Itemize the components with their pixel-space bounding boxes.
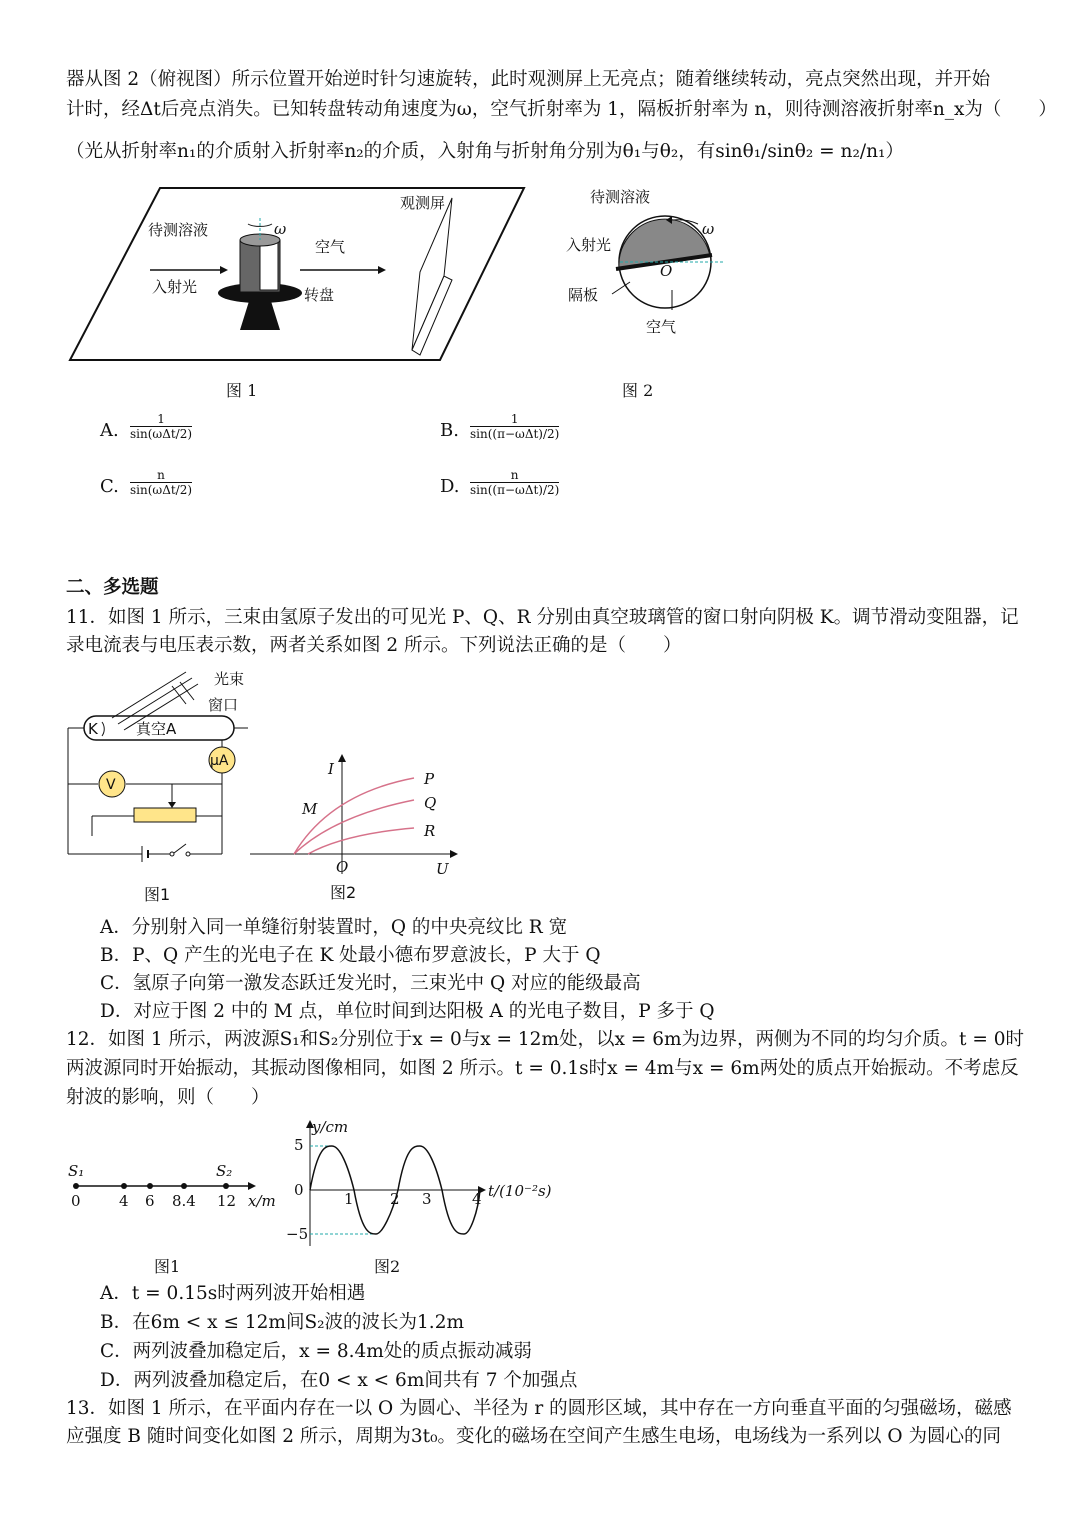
q10-fig2-omega: ω [702, 220, 715, 238]
q10-fig2-plate-label: 隔板 [568, 286, 599, 304]
q11-line-2: 录电流表与电压表示数，两者关系如图 2 所示。下列说法正确的是（ ） [66, 635, 682, 656]
q11-line-1: 11．如图 1 所示，三束由氢原子发出的可见光 P、Q、R 分别由真空玻璃管的窗口射向阴极 K。调节滑动变阻器，记 [66, 607, 1019, 628]
q12-line-3: 射波的影响，则（ ） [66, 1087, 270, 1108]
q10-option-a-label: A. [100, 420, 119, 441]
q12-fig2-y-0: 0 [294, 1181, 304, 1199]
q10-option-b: 1 sin((π−ωΔt)/2) [470, 412, 560, 441]
q11-figure-2 [250, 754, 470, 884]
q10-fig1-incident-label: 入射光 [152, 278, 198, 296]
q12-fig2-y-label: y/cm [312, 1118, 349, 1136]
q11-option-a: A．分别射入同一单缝衍射装置时，Q 的中央亮纹比 R 宽 [100, 917, 568, 938]
q12-figure-1 [60, 1154, 290, 1214]
q11-fig2-O: O [336, 858, 349, 876]
q11-fig1-window-label: 窗口 [208, 696, 239, 714]
q12-option-a: A．t = 0.15s时两列波开始相遇 [100, 1283, 366, 1304]
q12-fig1-axis: x/m [248, 1192, 276, 1210]
q12-fig1-tick-8-4: 8.4 [172, 1192, 196, 1210]
q13-line-1: 13．如图 1 所示，在平面内存在一以 O 为圆心、半径为 r 的圆形区域，其中存在一方向垂直平面的匀强磁场，磁感 [66, 1398, 1012, 1419]
q10-fig2-incident-label: 入射光 [566, 236, 612, 254]
q11-fig1-K: K [88, 720, 98, 738]
q11-option-b: B．P、Q 产生的光电子在 K 处最小德布罗意波长，P 大于 Q [100, 945, 601, 966]
q10-fig1-screen-label: 观测屏 [400, 194, 446, 212]
q11-fig2-U: U [436, 860, 449, 878]
q10-fig1-omega: ω [274, 220, 287, 238]
q12-fig1-caption: 图1 [154, 1257, 181, 1276]
q11-fig2-P: P [424, 770, 435, 788]
q11-fig1-vacuum: 真空A [136, 720, 177, 738]
q11-fig1-uA: μA [210, 753, 229, 769]
q10-fig2-caption: 图 2 [622, 381, 654, 400]
q10-line-2: 计时，经Δt后亮点消失。已知转盘转动角速度为ω，空气折射率为 1，隔板折射率为 n，则待测溶液折射率n_x为（ ） [66, 99, 1057, 120]
q12-fig1-tick-4: 4 [119, 1192, 129, 1210]
q12-fig2-x-label: t/(10⁻²s) [488, 1182, 552, 1200]
q11-fig2-R: R [424, 822, 436, 840]
q11-option-d: D．对应于图 2 中的 M 点，单位时间到达阳极 A 的光电子数目，P 多于 Q [100, 1001, 715, 1022]
q12-option-d: D．两列波叠加稳定后，在0 < x < 6m间共有 7 个加强点 [100, 1370, 578, 1391]
q10-fig1-air-label: 空气 [315, 238, 346, 256]
q12-fig2-x-4: 4 [472, 1190, 482, 1208]
q11-fig2-Q: Q [424, 794, 437, 812]
q12-fig1-S1: S₁ [68, 1162, 85, 1180]
q10-fig1-caption: 图 1 [226, 381, 258, 400]
q12-figure-2 [282, 1116, 582, 1252]
q12-option-b: B．在6m < x ≤ 12m间S₂波的波长为1.2m [100, 1312, 465, 1333]
q10-option-c: n sin(ωΔt/2) [130, 468, 193, 497]
q12-fig1-tick-0: 0 [71, 1192, 81, 1210]
q10-fig1-turntable-label: 转盘 [304, 286, 335, 304]
q11-fig1-caption: 图1 [144, 885, 171, 904]
q12-fig1-S2: S₂ [216, 1162, 233, 1180]
q12-fig2-caption: 图2 [374, 1257, 401, 1276]
q10-line-1: 器从图 2（俯视图）所示位置开始逆时针匀速旋转，此时观测屏上无亮点；随着继续转动，亮点突然出现，并开始 [66, 69, 991, 90]
q10-fig2-solution-label: 待测溶液 [590, 188, 651, 206]
q10-fig2-air-label: 空气 [646, 318, 677, 336]
q10-fig1-solution-label: 待测溶液 [148, 221, 209, 239]
q12-fig2-y-5: 5 [294, 1136, 304, 1154]
q10-fig2-O: O [660, 262, 673, 280]
q11-fig1-V: V [106, 777, 116, 793]
q11-fig2-M: M [302, 800, 318, 818]
q10-option-d: n sin((π−ωΔt)/2) [470, 468, 560, 497]
q10-option-a: 1 sin(ωΔt/2) [130, 412, 193, 441]
q12-option-c: C．两列波叠加稳定后，x = 8.4m处的质点振动减弱 [100, 1341, 532, 1362]
q10-figure-2 [560, 180, 740, 340]
q12-line-1: 12．如图 1 所示，两波源S₁和S₂分别位于x = 0与x = 12m处，以x = 6m为边界，两侧为不同的均匀介质。t = 0时 [66, 1029, 1024, 1050]
q11-fig1-beam-label: 光束 [214, 670, 245, 688]
q11-fig2-I: I [328, 760, 334, 778]
q12-fig2-x-3: 3 [422, 1190, 432, 1208]
q10-line-3: （光从折射率n₁的介质射入折射率n₂的介质，入射角与折射角分别为θ₁与θ₂，有sinθ₁/sinθ₂ = n₂/n₁） [66, 141, 904, 162]
q10-figure-1 [60, 180, 540, 370]
q11-fig2-caption: 图2 [330, 883, 357, 902]
q12-fig2-y-neg5: −5 [286, 1225, 309, 1243]
q12-fig2-x-2: 2 [390, 1190, 400, 1208]
q12-line-2: 两波源同时开始振动，其振动图像相同，如图 2 所示。t = 0.1s时x = 4m与x = 6m两处的质点开始振动。不考虑反 [66, 1058, 1019, 1079]
q12-fig1-tick-6: 6 [145, 1192, 155, 1210]
q11-option-c: C．氢原子向第一激发态跃迁发光时，三束光中 Q 对应的能级最高 [100, 973, 641, 994]
q10-option-c-label: C. [100, 476, 119, 497]
q13-line-2: 应强度 B 随时间变化如图 2 所示，周期为3t₀。变化的磁场在空间产生感生电场，电场线为一系列以 O 为圆心的同 [66, 1426, 1001, 1447]
q10-option-d-label: D. [440, 476, 460, 497]
q11-figure-1 [62, 664, 262, 874]
section-title: 二、多选题 [66, 577, 159, 598]
q10-option-b-label: B. [440, 420, 459, 441]
q12-fig2-x-1: 1 [344, 1190, 354, 1208]
q12-fig1-tick-12: 12 [217, 1192, 237, 1210]
